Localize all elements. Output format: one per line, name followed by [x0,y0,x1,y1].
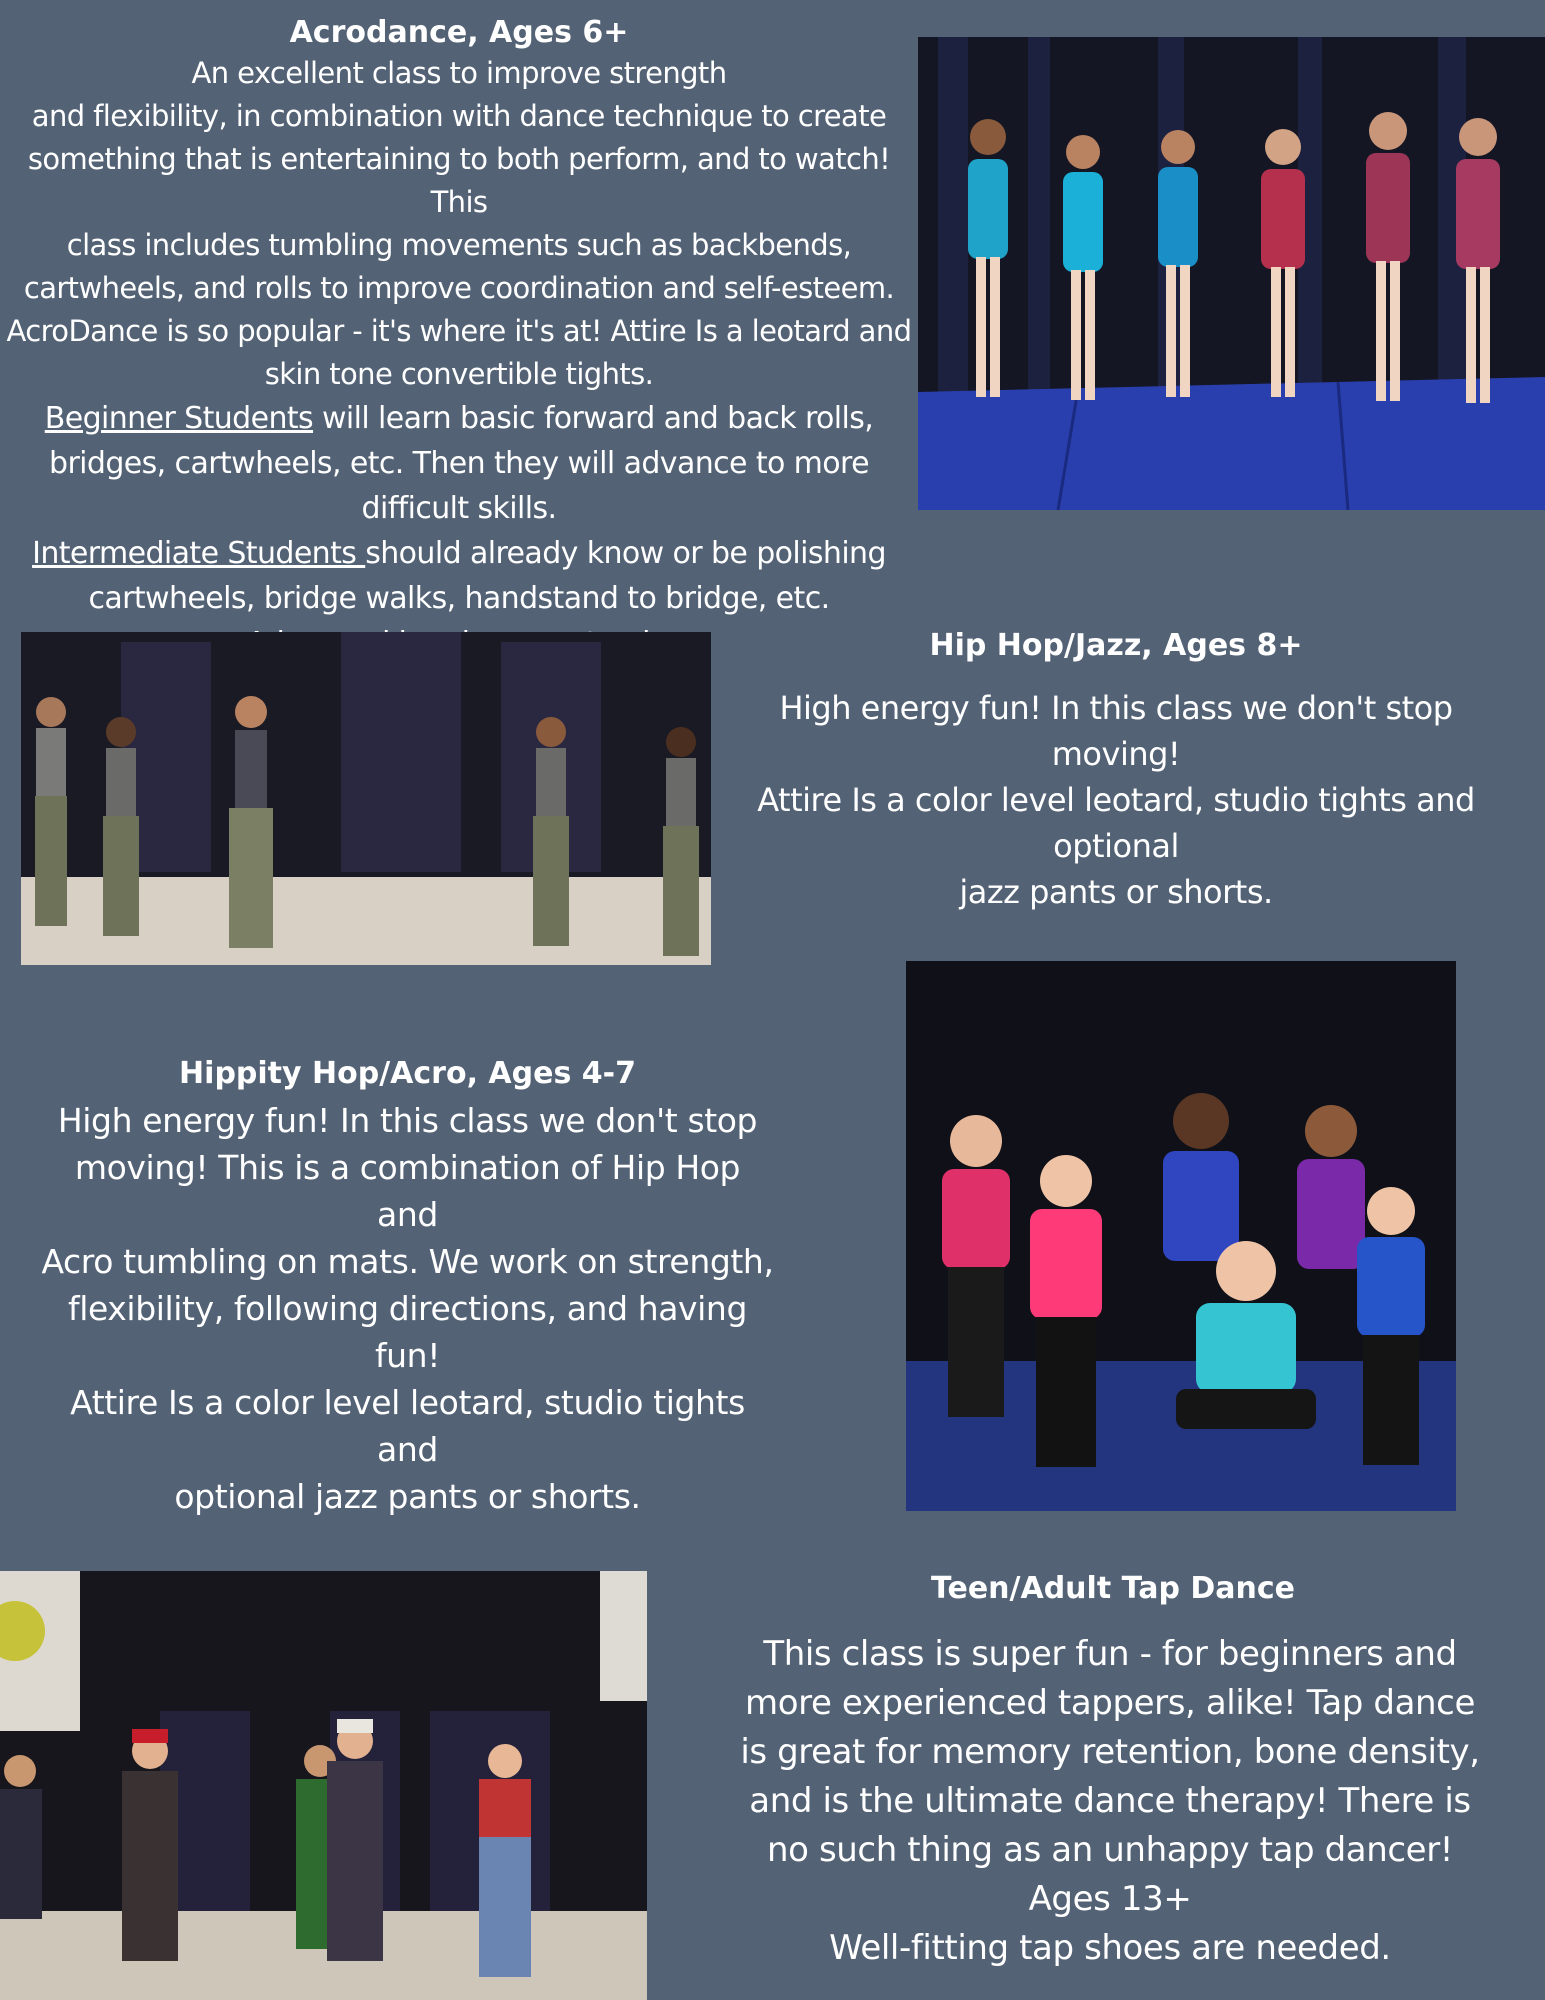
hippity-hop-line: Acro tumbling on mats. We work on strength, [41,1242,774,1281]
acrodance-line: class includes tumbling movements such as backbends, [66,228,852,262]
tap-section [700,1570,1520,1973]
hippity-hop-section [40,1055,775,1520]
tap-line: no such thing as an unhappy tap dancer! [767,1830,1453,1870]
hippity-hop-photo [906,961,1456,1511]
acrodance-line: and flexibility, in combination with dance technique to create [31,99,887,133]
tap-ages: Ages 13+ [1028,1879,1192,1919]
hippity-hop-line: optional jazz pants or shorts. [174,1477,641,1516]
tap-line: and is the ultimate dance therapy! There is [749,1781,1471,1821]
hiphop-jazz-section [712,627,1520,915]
acrodance-levels [0,396,918,666]
hiphop-jazz-line: High energy fun! In this class we don't stop moving! [779,689,1453,773]
beginner-line: difficult skills. [361,491,557,526]
acrodance-photo [918,37,1545,510]
hippity-hop-title: Hippity Hop/Acro, Ages 4-7 [179,1056,636,1091]
tap-description [700,1630,1520,1973]
hiphop-jazz-description [712,685,1520,915]
acrodance-description [0,52,918,396]
beginner-label: Beginner Students [44,401,314,436]
hiphop-jazz-line: Attire Is a color level leotard, studio tights and optional [757,781,1475,865]
hippity-hop-line: Attire Is a color level leotard, studio tights and [70,1383,745,1469]
tap-photo [0,1571,647,2000]
intermediate-text: should already know or be polishing [365,536,886,571]
tap-line: This class is super fun - for beginners and [763,1634,1457,1674]
tap-title: Teen/Adult Tap Dance [931,1571,1295,1606]
acrodance-line: An excellent class to improve strength [191,56,727,90]
tap-line: is great for memory retention, bone density, [740,1732,1480,1772]
acrodance-section [0,14,918,666]
intermediate-line: cartwheels, bridge walks, handstand to bridge, etc. [88,581,830,616]
tap-shoes-note: Well-fitting tap shoes are needed. [829,1928,1391,1968]
hippity-hop-line: moving! This is a combination of Hip Hop and [74,1148,741,1234]
acrodance-line: something that is entertaining to both perform, and to watch! This [27,142,891,219]
hippity-hop-description [40,1097,775,1520]
hiphop-jazz-title: Hip Hop/Jazz, Ages 8+ [929,628,1303,663]
beginner-line [0,396,918,441]
acrodance-line: skin tone convertible tights. [264,357,654,391]
hippity-hop-line: flexibility, following directions, and having fun! [67,1289,747,1375]
hiphop-photo [21,632,711,965]
hiphop-jazz-line: jazz pants or shorts. [959,873,1273,911]
acrodance-line: cartwheels, and rolls to improve coordination and self-esteem. [23,271,895,305]
intermediate-label: Intermediate Students [32,536,366,571]
tap-line: more experienced tappers, alike! Tap dance [745,1683,1475,1723]
hippity-hop-line: High energy fun! In this class we don't stop [57,1101,758,1140]
beginner-line: bridges, cartwheels, etc. Then they will advance to more [49,446,869,481]
acrodance-line: AcroDance is so popular - it's where it's at! Attire Is a leotard and [6,314,912,348]
intermediate-line [0,531,918,576]
acrodance-title: Acrodance, Ages 6+ [289,15,629,50]
beginner-text: will learn basic forward and back rolls, [313,401,874,436]
